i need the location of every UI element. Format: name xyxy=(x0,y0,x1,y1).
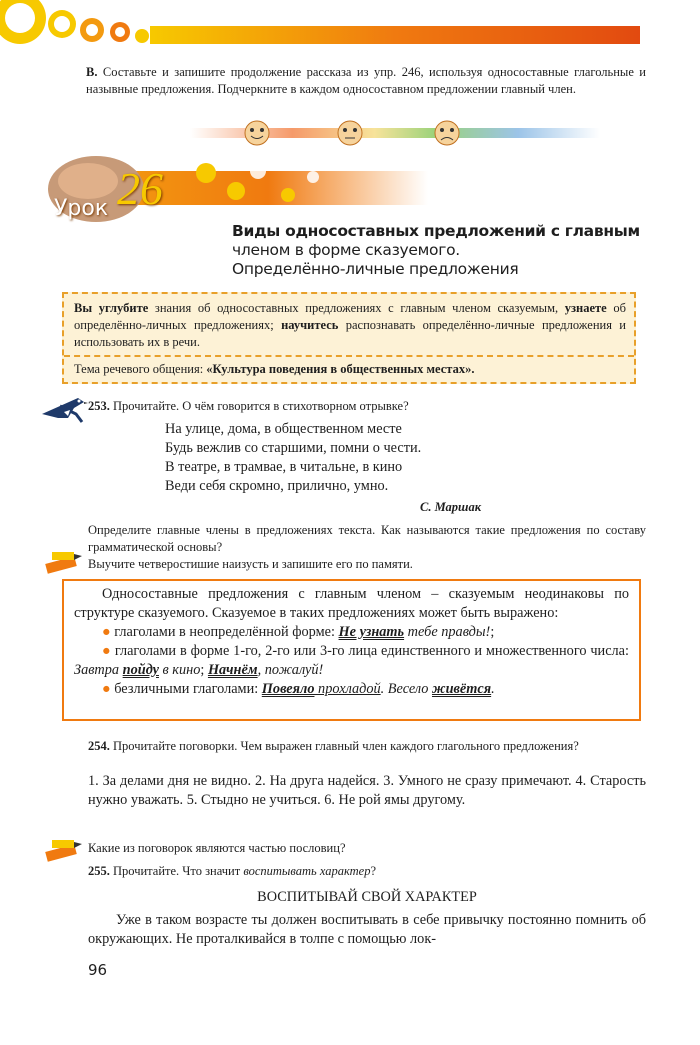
goals-box xyxy=(62,292,636,384)
rule-i2-ex-d: Начнём xyxy=(207,662,258,678)
ex255-task xyxy=(88,863,648,880)
rule-i2-ex-c: в кино xyxy=(158,662,201,678)
lesson-word: Урок xyxy=(54,196,109,221)
rule-item-1 xyxy=(74,623,629,642)
rule-i1-text: глаголами в неопределённой форме: xyxy=(114,624,339,640)
bullet-icon: ● xyxy=(102,624,111,640)
rule-item-3 xyxy=(74,680,629,699)
ex253-q1: Определите главные члены в предложениях текста. Как называются такие предложения по составу грамматической основы? xyxy=(88,523,646,554)
theme-value: «Культура поведения в общественных местах». xyxy=(206,362,475,376)
pencil-icon xyxy=(44,548,84,574)
faces-divider xyxy=(190,118,600,148)
ex254-num: 254. xyxy=(88,739,110,753)
theme-label: Тема речевого общения: xyxy=(74,362,207,376)
lesson-title-line3: Определённо-личные предложения xyxy=(232,260,519,278)
ex255-task-c: ? xyxy=(370,864,377,878)
rule-i3-text: безличными глаголами: xyxy=(114,681,262,697)
rule-item-2 xyxy=(74,642,629,680)
ex253-task-text: Прочитайте. О чём говорится в стихотворном отрывке? xyxy=(113,399,409,413)
ex253-num: 253. xyxy=(88,399,110,413)
lesson-title-line1: Виды односоставных предложений с главным xyxy=(232,222,640,240)
ex255-heading: ВОСПИТЫВАЙ СВОЙ ХАРАКТЕР xyxy=(257,889,477,905)
ex255-task-b: воспитывать характер xyxy=(243,864,371,878)
rule-i3-ex-b: прохладой xyxy=(314,681,381,697)
rule-i3-ex-c: . Весело xyxy=(380,681,432,697)
goals-b3: научитесь xyxy=(281,318,339,332)
ex255-task-a: Прочитайте. Что значит xyxy=(113,864,244,878)
pencil-icon xyxy=(44,836,84,862)
rule-inner xyxy=(64,581,639,699)
ex253-task xyxy=(88,398,648,415)
bird-icon xyxy=(38,388,88,428)
circles-decor xyxy=(0,0,700,60)
bullet-icon: ● xyxy=(102,681,111,697)
goals-t1: знания об односоставных предложениях с главным членом сказуемым, xyxy=(148,301,565,315)
rule-i2-ex-e: , пожалуй! xyxy=(257,662,324,678)
poem-line-3: В театре, в трамвае, в читальне, в кино xyxy=(165,459,403,475)
lesson-title-line2: членом в форме сказуемого. xyxy=(232,241,460,259)
ex255-num: 255. xyxy=(88,864,110,878)
task-b-text: Составьте и запишите продолжение рассказа из упр. 246, используя односоставные глагольные и назывные предложения. Подчеркните в каждом односоставном предложении главный член. xyxy=(86,65,647,96)
page-number: 96 xyxy=(88,961,108,979)
ex253-q2: Выучите четверостишие наизусть и запишите его по памяти. xyxy=(88,557,413,571)
goals-t3: распознавать определённо-личные предложения и использовать их в речи. xyxy=(74,318,626,349)
rule-i2-ex-a: Завтра xyxy=(74,662,123,678)
rule-intro: Односоставные предложения с главным членом – сказуемым неодинаковы по структуре сказуемого. Сказуемое в таких предложениях может быть выражено: xyxy=(74,586,629,621)
ex254-task xyxy=(88,738,646,755)
rule-i3-ex-d: живётся xyxy=(431,681,492,697)
ex254-q: Какие из поговорок являются частью пословиц? xyxy=(88,841,346,855)
goals-t2: об определённо-личных предложениях; xyxy=(74,301,626,332)
header-decoration xyxy=(0,0,700,60)
rule-i2-ex-b: пойду xyxy=(122,662,159,678)
goals-text xyxy=(64,294,634,355)
bullet-icon: ● xyxy=(102,643,111,659)
poem-line-2: Будь вежлив со старшими, помни о чести. xyxy=(165,440,422,456)
poem-line-1: На улице, дома, в общественном месте xyxy=(165,421,402,437)
rule-i2-text: глаголами в форме 1-го, 2-го или 3-го лица единственного и множественного числа: xyxy=(114,643,629,659)
rule-i2-sep: ; xyxy=(200,662,208,678)
rule-i1-end: ; xyxy=(490,624,495,640)
lesson-title xyxy=(232,222,652,279)
lesson-number: 26 xyxy=(117,163,163,214)
task-b-label: В. xyxy=(86,65,98,79)
poem-line-4: Веди себя скромно, прилично, умно. xyxy=(165,478,389,494)
task-b xyxy=(86,64,646,98)
goals-b2: узнаете xyxy=(564,301,607,315)
rule-i1-ex-b: тебе правды! xyxy=(404,624,491,640)
goals-theme xyxy=(64,357,634,382)
rule-i3-ex-e: . xyxy=(491,681,495,697)
rule-box xyxy=(62,579,641,721)
divider-faces xyxy=(190,118,600,148)
rule-i3-ex-a: Повеяло xyxy=(261,681,315,697)
rule-i1-ex-a: Не узнать xyxy=(338,624,405,640)
poem-author: С. Маршак xyxy=(420,500,482,514)
goals-b1: Вы углубите xyxy=(74,301,149,315)
ex255-text: Уже в таком возрасте ты должен воспитывать в себе привычку постоянно помнить об окружающих. Не проталкивайся в толпе с помощью лок- xyxy=(88,912,646,947)
poem xyxy=(165,420,565,496)
ex254-task-text: Прочитайте поговорки. Чем выражен главный член каждого глагольного предложения? xyxy=(113,739,579,753)
proverbs: 1. За делами дня не видно. 2. На друга надейся. 3. Умного не сразу примечают. 4. Старость нужно уважать. 5. Стыдно не учиться. 6. Не рой ямы другому. xyxy=(88,773,646,808)
